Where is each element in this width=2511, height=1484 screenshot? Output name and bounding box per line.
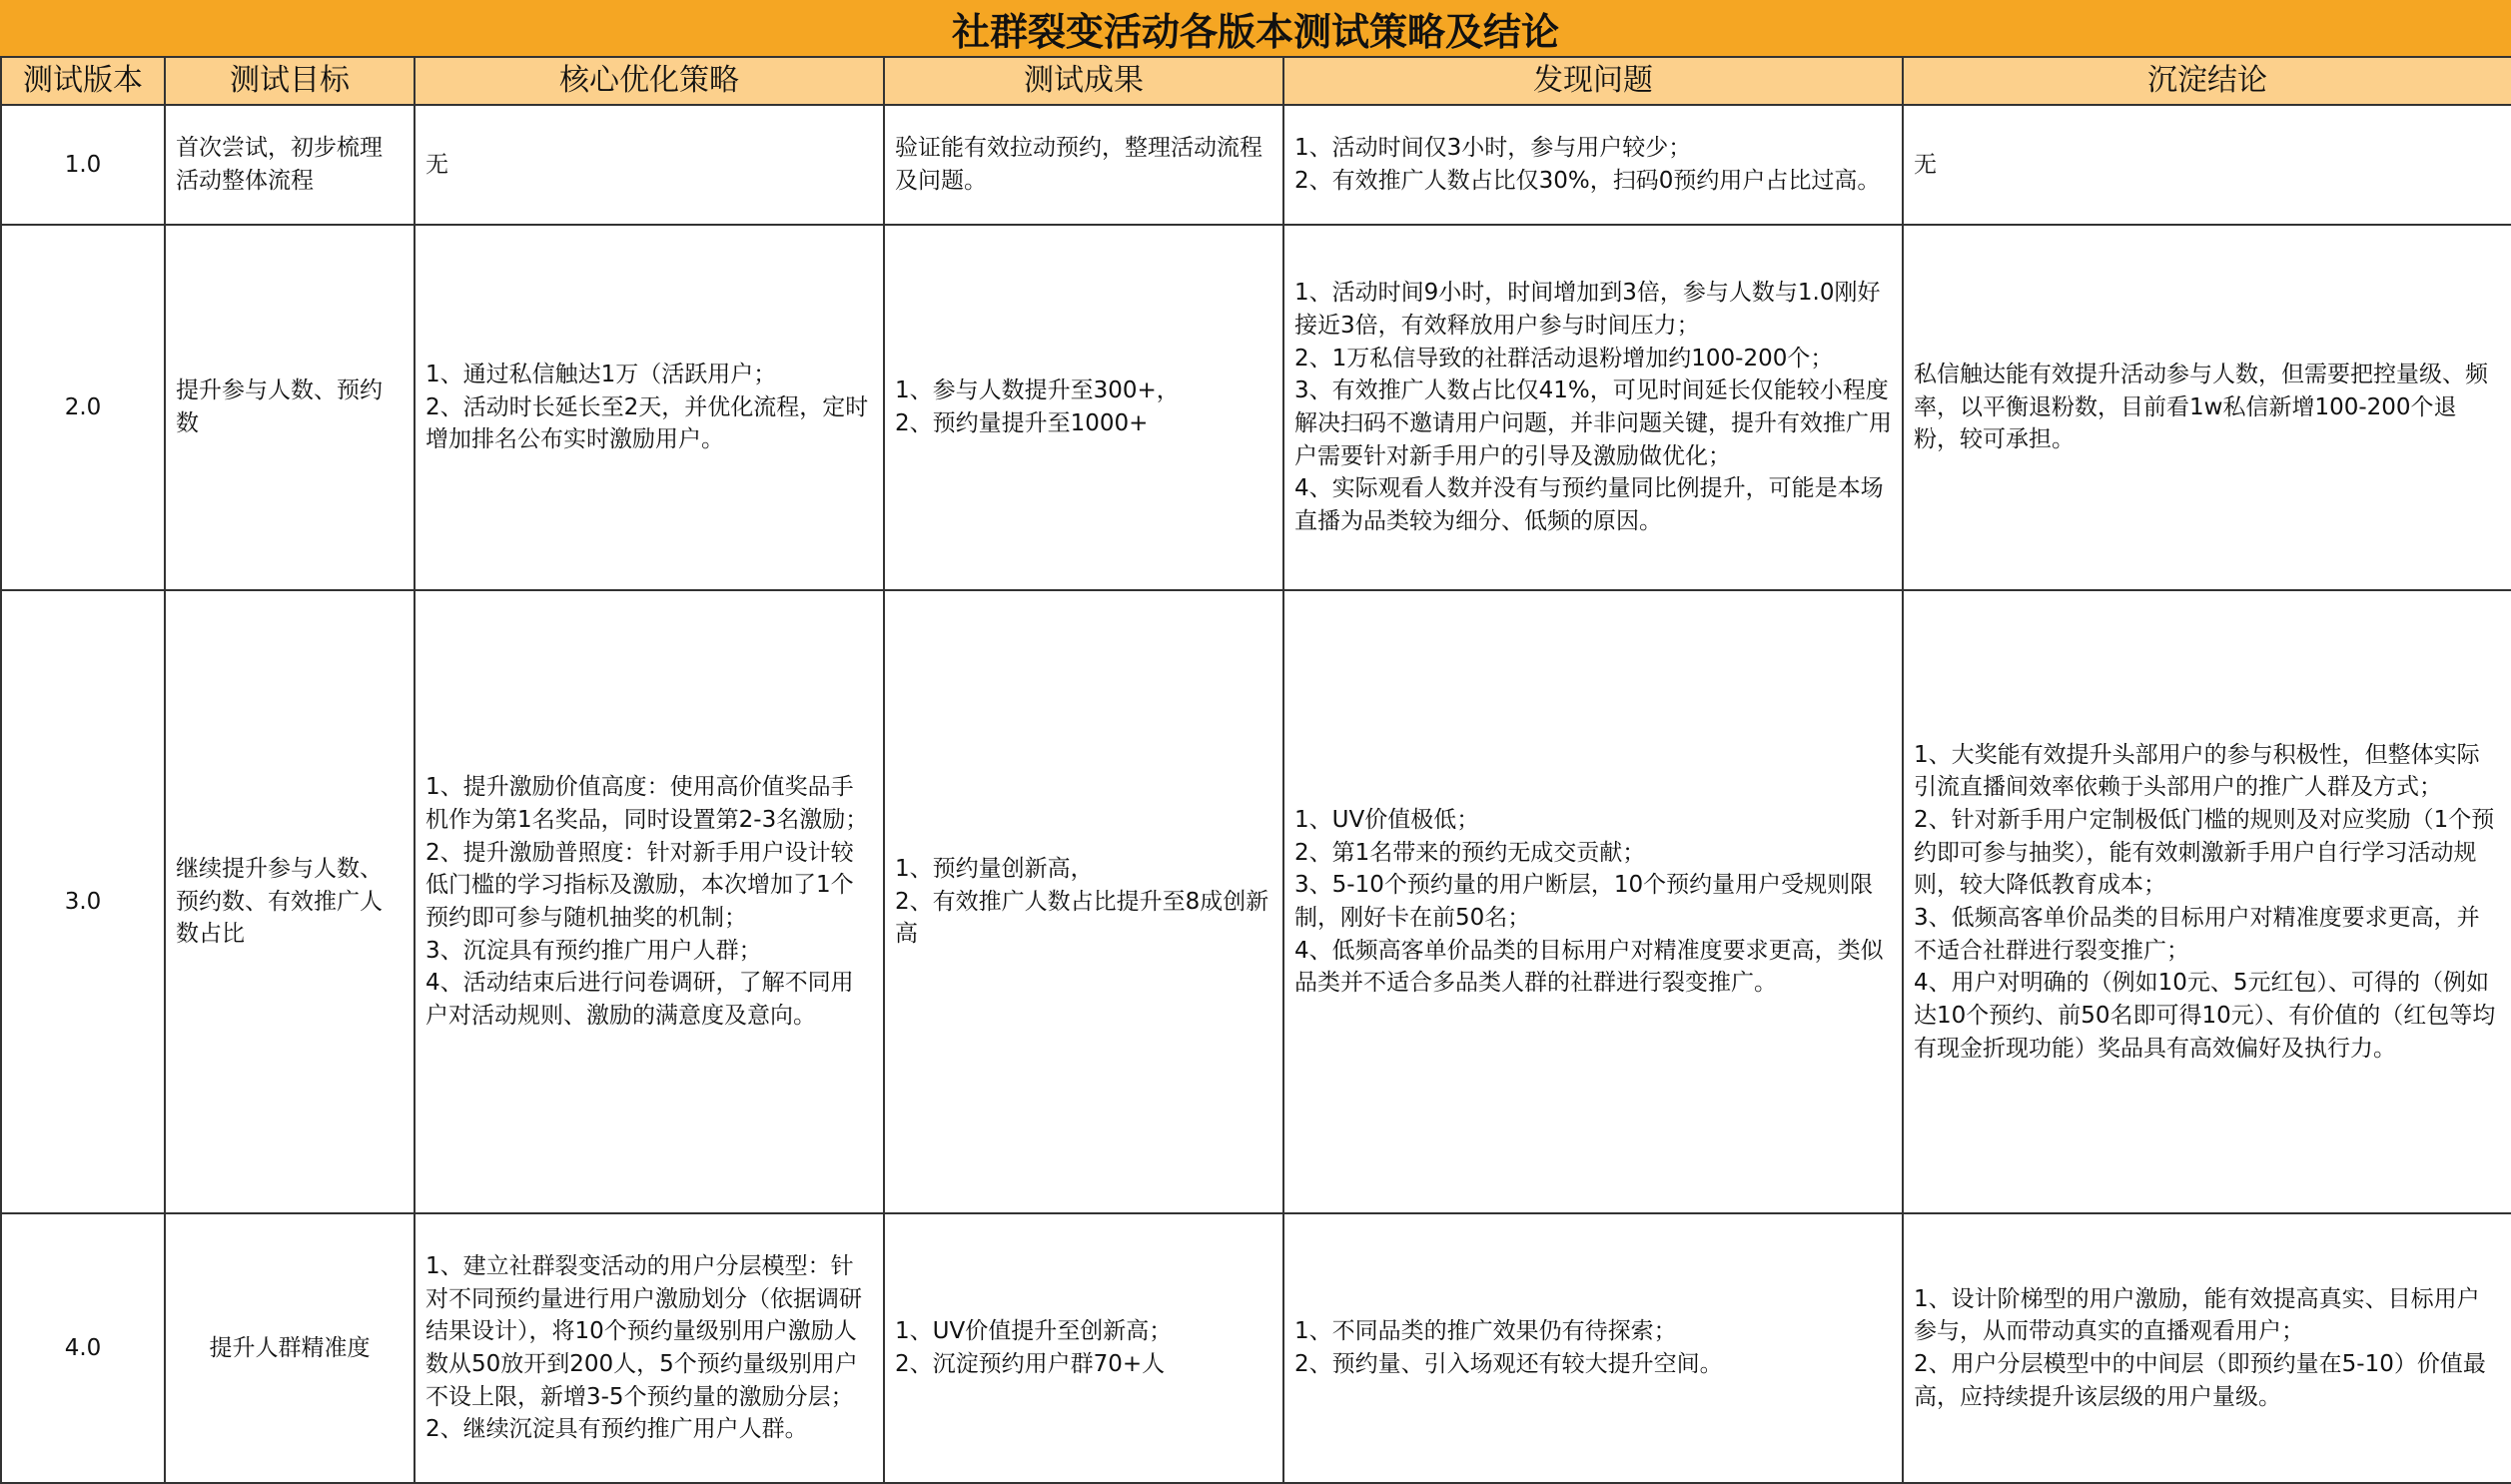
cell-conclusion[interactable]: 1、设计阶梯型的用户激励，能有效提高真实、目标用户参与，从而带动真实的直播观看用户； 2、用户分层模型中的中间层（即预约量在5-10）价值最高，应持续提升该层级的用户量级。 — [1903, 1213, 2511, 1483]
header-strategy[interactable]: 核心优化策略 — [415, 57, 884, 105]
cell-result[interactable]: 验证能有效拉动预约，整理活动流程及问题。 — [884, 105, 1283, 225]
cell-goal[interactable]: 提升人群精准度 — [165, 1213, 415, 1483]
cell-result[interactable]: 1、预约量创新高， 2、有效推广人数占比提升至8成创新高 — [884, 590, 1283, 1213]
cell-problems[interactable]: 1、活动时间仅3小时，参与用户较少； 2、有效推广人数占比仅30%，扫码0预约用户占比过高。 — [1283, 105, 1903, 225]
cell-version[interactable]: 2.0 — [1, 225, 165, 590]
cell-conclusion[interactable]: 无 — [1903, 105, 2511, 225]
cell-problems[interactable]: 1、活动时间9小时，时间增加到3倍，参与人数与1.0刚好接近3倍，有效释放用户参与时间压力； 2、1万私信导致的社群活动退粉增加约100-200个； 3、有效推广人数占比仅41%，可见时间延长仅能较小程度解决扫码不邀请用户问题，并非问题关键，提升有效推广用户需要针对新手用户的引导及激励做优化； 4、实际观看人数并没有与预约量同比例提升，可能是本场直播为品类较为细分、低频的原因。 — [1283, 225, 1903, 590]
table-row — [1, 105, 2511, 225]
cell-strategy[interactable]: 1、通过私信触达1万（活跃用户； 2、活动时长延长至2天，并优化流程，定时增加排名公布实时激励用户。 — [415, 225, 884, 590]
table-row — [1, 1213, 2511, 1483]
cell-result[interactable]: 1、UV价值提升至创新高； 2、沉淀预约用户群70+人 — [884, 1213, 1283, 1483]
cell-version[interactable]: 1.0 — [1, 105, 165, 225]
cell-goal[interactable]: 提升参与人数、预约数 — [165, 225, 415, 590]
cell-conclusion[interactable]: 1、大奖能有效提升头部用户的参与积极性，但整体实际引流直播间效率依赖于头部用户的推广人群及方式； 2、针对新手用户定制极低门槛的规则及对应奖励（1个预约即可参与抽奖），能有效刺激新手用户自行学习活动规则，较大降低教育成本； 3、低频高客单价品类的目标用户对精准度要求更高，并不适合社群进行裂变推广； 4、用户对明确的（例如10元、5元红包）、可得的（例如达10个预约、前50名即可得10元）、有价值的（红包等均有现金折现功能）奖品具有高效偏好及执行力。 — [1903, 590, 2511, 1213]
strategy-table — [0, 56, 2511, 1484]
cell-problems[interactable]: 1、UV价值极低； 2、第1名带来的预约无成交贡献； 3、5-10个预约量的用户断层，10个预约量用户受规则限制，刚好卡在前50名； 4、低频高客单价品类的目标用户对精准度要求更高，类似品类并不适合多品类人群的社群进行裂变推广。 — [1283, 590, 1903, 1213]
header-conclusion[interactable]: 沉淀结论 — [1903, 57, 2511, 105]
header-row — [1, 57, 2511, 105]
header-version[interactable]: 测试版本 — [1, 57, 165, 105]
cell-version[interactable]: 4.0 — [1, 1213, 165, 1483]
cell-strategy[interactable]: 无 — [415, 105, 884, 225]
cell-version[interactable]: 3.0 — [1, 590, 165, 1213]
header-problems[interactable]: 发现问题 — [1283, 57, 1903, 105]
cell-strategy[interactable]: 1、建立社群裂变活动的用户分层模型：针对不同预约量进行用户激励划分（依据调研结果设计），将10个预约量级别用户激励人数从50放开到200人，5个预约量级别用户不设上限，新增3-5个预约量的激励分层； 2、继续沉淀具有预约推广用户人群。 — [415, 1213, 884, 1483]
cell-goal[interactable]: 首次尝试，初步梳理活动整体流程 — [165, 105, 415, 225]
table-row — [1, 590, 2511, 1213]
cell-result[interactable]: 1、参与人数提升至300+， 2、预约量提升至1000+ — [884, 225, 1283, 590]
sheet-title[interactable]: 社群裂变活动各版本测试策略及结论 — [0, 0, 2511, 58]
cell-problems[interactable]: 1、不同品类的推广效果仍有待探索； 2、预约量、引入场观还有较大提升空间。 — [1283, 1213, 1903, 1483]
cell-goal[interactable]: 继续提升参与人数、预约数、有效推广人数占比 — [165, 590, 415, 1213]
header-goal[interactable]: 测试目标 — [165, 57, 415, 105]
cell-strategy[interactable]: 1、提升激励价值高度：使用高价值奖品手机作为第1名奖品，同时设置第2-3名激励； 2、提升激励普照度：针对新手用户设计较低门槛的学习指标及激励，本次增加了1个预约即可参与随机抽奖的机制； 3、沉淀具有预约推广用户人群； 4、活动结束后进行问卷调研，了解不同用户对活动规则、激励的满意度及意向。 — [415, 590, 884, 1213]
cell-conclusion[interactable]: 私信触达能有效提升活动参与人数，但需要把控量级、频率，以平衡退粉数，目前看1w私信新增100-200个退粉，较可承担。 — [1903, 225, 2511, 590]
table-row — [1, 225, 2511, 590]
header-result[interactable]: 测试成果 — [884, 57, 1283, 105]
